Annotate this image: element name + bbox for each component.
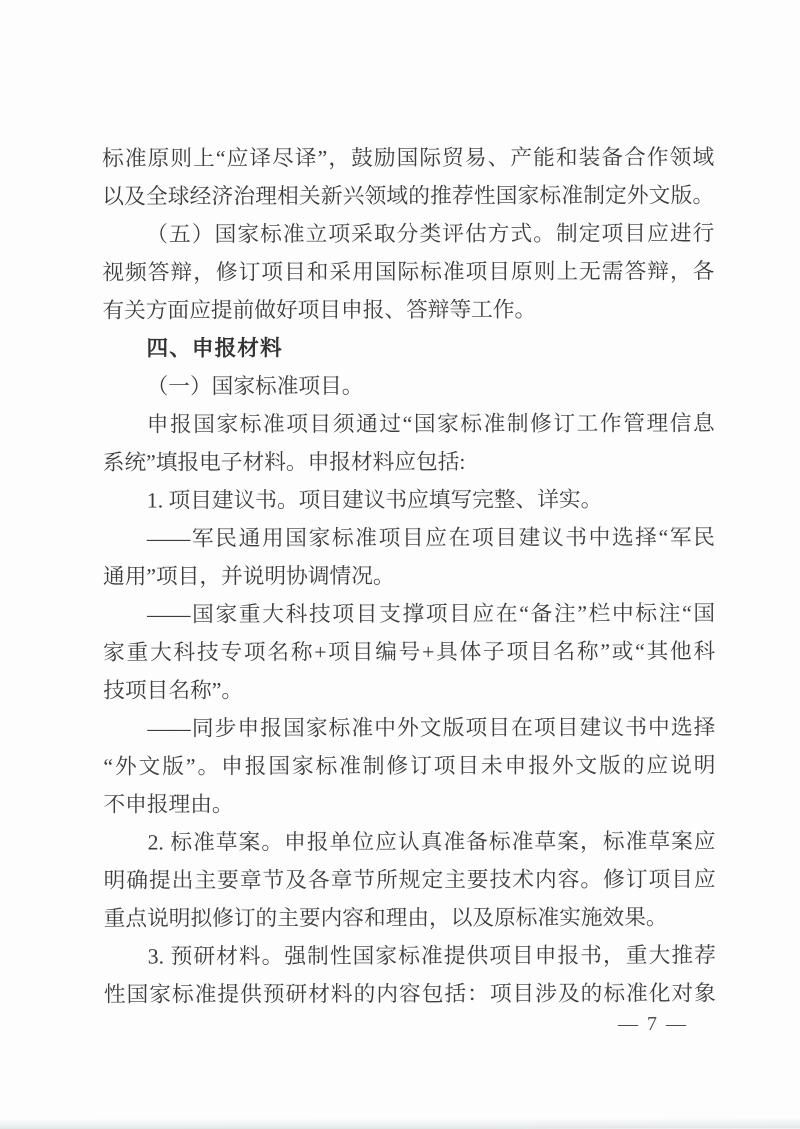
text-line: ——国家重大科技项目支撑项目应在“备注”栏中标注“国	[147, 601, 716, 627]
text-line: 有关方面应提前做好项目申报、答辩等工作。	[102, 297, 537, 323]
paragraph-subsection-1	[103, 366, 715, 405]
text-line: 性国家标准提供预研材料的内容包括：项目涉及的标准化对象	[103, 981, 716, 1007]
paragraph-dash-major-sci-tech	[103, 594, 715, 709]
paragraph-item-5	[102, 214, 714, 329]
text-line: 视频答辩，修订项目和采用国际标准项目原则上无需答辩，各	[102, 259, 715, 285]
text-line: 明确提出主要章节及各章节所规定主要技术内容。修订项目应	[103, 867, 716, 893]
text-line: 家重大科技专项名称+项目编号+具体子项目名称”或“其他科	[103, 639, 716, 665]
paragraph-filing-system	[103, 404, 715, 481]
text-line: 标准原则上“应译尽译”，鼓励国际贸易、产能和装备合作领域	[102, 145, 715, 171]
paragraph-dash-foreign-language	[103, 708, 715, 823]
paragraph-dash-military-civil	[103, 518, 715, 595]
text-line: “外文版”。申报国家标准制修订项目未申报外文版的应说明	[103, 753, 716, 779]
text-line: 以及全球经济治理相关新兴领域的推荐性国家标准制定外文版。	[102, 183, 715, 209]
text-line: （五）国家标准立项采取分类评估方式。制定项目应进行	[146, 221, 715, 247]
scan-edge	[0, 1117, 800, 1129]
text-line: 技项目名称”。	[103, 678, 244, 703]
text-line: 通用”项目，并说明协调情况。	[102, 564, 395, 589]
text-line: 2. 标准草案。申报单位应认真准备标准草案，标准草案应	[147, 829, 716, 855]
document-text-block	[102, 138, 716, 1013]
page-number: — 7 —	[618, 1013, 688, 1035]
text-line: ——军民通用国家标准项目应在项目建议书中选择“军民	[146, 525, 715, 551]
text-line: 重点说明拟修订的主要内容和理由，以及原标准实施效果。	[103, 905, 668, 931]
paragraph-carryover	[102, 138, 714, 215]
paragraph-item-3-research	[104, 936, 716, 1013]
paragraph-section-4	[102, 328, 714, 367]
text-line: （一）国家标准项目。	[146, 374, 364, 399]
paragraph-item-1-proposal	[103, 480, 715, 519]
text-line: 申报国家标准项目须通过“国家标准制修订工作管理信息	[146, 411, 715, 437]
section-heading: 四、申报材料	[146, 335, 283, 361]
paragraph-item-2-draft	[104, 822, 716, 937]
text-line: 1. 项目建议书。项目建议书应填写完整、详实。	[146, 487, 603, 513]
text-line: 3. 预研材料。强制性国家标准提供项目申报书，重大推荐	[147, 943, 716, 969]
text-line: 系统”填报电子材料。申报材料应包括:	[102, 449, 466, 475]
text-line: 不申报理由。	[103, 792, 234, 817]
text-line: ——同步申报国家标准中外文版项目在项目建议书中选择	[147, 715, 716, 741]
